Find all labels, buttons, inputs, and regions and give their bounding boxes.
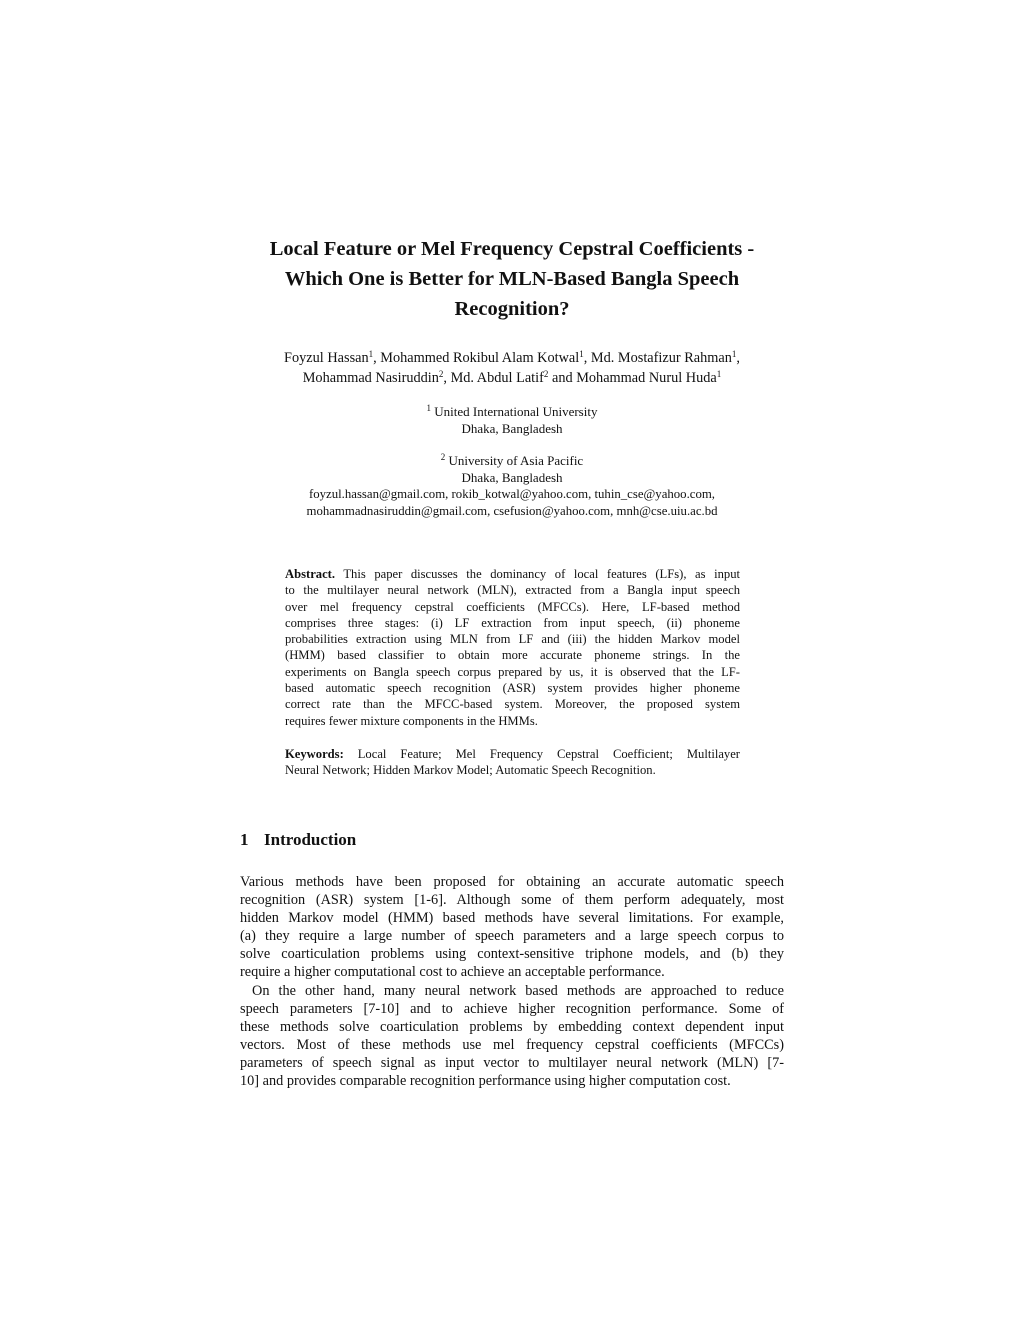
paragraph — [240, 982, 784, 1091]
author-name: , Md. Mostafizur Rahman — [583, 350, 732, 366]
affiliation-mark: 2 — [440, 452, 446, 462]
text-line: hidden Markov model (HMM) based methods have several limitations. For example, — [240, 910, 784, 927]
abstract-line: (HMM) based classifier to obtain more accurate phoneme strings. In the — [285, 648, 740, 663]
author-name: Mohammad Nasiruddin — [302, 370, 439, 386]
abstract-line: based automatic speech recognition (ASR) system provides higher phoneme — [285, 681, 740, 696]
paper-title — [240, 234, 784, 324]
abstract-line: comprises three stages: (i) LF extraction from input speech, (ii) phoneme — [285, 615, 740, 630]
author-line — [230, 348, 794, 368]
abstract-line: Abstract. This paper discusses the dominancy of local features (LFs), as input — [285, 567, 740, 581]
text-line: these methods solve coarticulation problems by embedding context dependent input — [240, 1018, 784, 1035]
abstract-line: probabilities extraction using MLN from LF and (iii) the hidden Markov model — [285, 632, 740, 647]
author-list — [230, 348, 794, 388]
title-line: Which One is Better for MLN-Based Bangla Speech — [284, 268, 740, 290]
affiliation-mark: 1 — [426, 403, 432, 413]
email-line: foyzul.hassan@gmail.com, rokib_kotwal@yahoo.com, tuhin_cse@yahoo.com, — [308, 487, 716, 501]
author-name: and Mohammad Nurul Huda — [548, 370, 717, 386]
author-name: , Mohammed Rokibul Alam Kotwal — [373, 350, 580, 366]
keywords-label: Keywords: — [285, 747, 344, 761]
separator: , — [736, 350, 740, 366]
abstract-label: Abstract. — [285, 567, 336, 581]
affiliation-mark: 1 — [368, 349, 374, 359]
affiliation-mark: 2 — [543, 369, 549, 379]
section-heading — [240, 829, 356, 851]
affiliation-1 — [260, 403, 764, 437]
affiliation-mark: 1 — [579, 349, 584, 359]
abstract-line: over mel frequency cepstral coefficients (MFCCs). Here, LF-based method — [285, 599, 740, 614]
keywords-line: Neural Network; Hidden Markov Model; Automatic Speech Recognition. — [285, 763, 656, 778]
title-line: Local Feature or Mel Frequency Cepstral Coefficients - — [269, 238, 755, 260]
text-line: solve coarticulation problems using context-sensitive triphone models, and (b) they — [240, 946, 784, 963]
affiliation-name: United International University — [431, 404, 598, 419]
affiliation-name: University of Asia Pacific — [445, 453, 584, 468]
affiliation-2 — [260, 452, 764, 486]
author-name: , Md. Abdul Latif — [443, 370, 544, 386]
text-line: Various methods have been proposed for obtaining an accurate automatic speech — [240, 874, 784, 890]
text-line: speech parameters [7-10] and to achieve higher recognition performance. Some of — [240, 1000, 784, 1017]
abstract-line: requires fewer mixture components in the HMMs. — [285, 713, 538, 728]
section-title: Introduction — [264, 830, 357, 849]
affiliation-mark: 1 — [731, 349, 737, 359]
author-line — [230, 368, 794, 388]
text-line: (a) they require a large number of speech parameters and a large speech corpus to — [240, 928, 784, 945]
keywords-line: Keywords: Local Feature; Mel Frequency Cepstral Coefficient; Multilayer — [285, 747, 740, 761]
keywords — [285, 746, 740, 779]
text-line: require a higher computational cost to achieve an acceptable performance. — [240, 964, 665, 981]
affiliation-city: Dhaka, Bangladesh — [461, 421, 563, 436]
abstract-line: correct rate than the MFCC-based system. Moreover, the proposed system — [285, 697, 740, 712]
abstract-line: to the multilayer neural network (MLN), extracted from a Bangla input speech — [285, 583, 740, 598]
section-number: 1 — [240, 830, 249, 849]
paragraph — [240, 873, 784, 982]
text-line: vectors. Most of these methods use mel frequency cepstral coefficients (MFCCs) — [240, 1036, 784, 1053]
section-body — [240, 873, 784, 1090]
email-line: mohammadnasiruddin@gmail.com, csefusion@yahoo.com, mnh@cse.uiu.ac.bd — [306, 504, 718, 518]
affiliation-city: Dhaka, Bangladesh — [461, 470, 563, 485]
text-line: parameters of speech signal as input vector to multilayer neural network (MLN) [7- — [240, 1054, 784, 1071]
title-line: Recognition? — [454, 298, 570, 320]
text-line: recognition (ASR) system [1-6]. Although some of them perform adequately, most — [240, 892, 784, 909]
abstract-line: experiments on Bangla speech corpus prepared by us, it is observed that the LF- — [285, 664, 740, 679]
text-line: 10] and provides comparable recognition performance using higher computation cost. — [240, 1073, 731, 1090]
author-name: Foyzul Hassan — [284, 350, 369, 366]
affiliation-mark: 1 — [716, 369, 722, 379]
abstract — [285, 566, 740, 729]
text-line: On the other hand, many neural network based methods are approached to reduce — [252, 982, 784, 999]
affiliation-mark: 2 — [438, 369, 444, 379]
email-list — [230, 486, 794, 520]
